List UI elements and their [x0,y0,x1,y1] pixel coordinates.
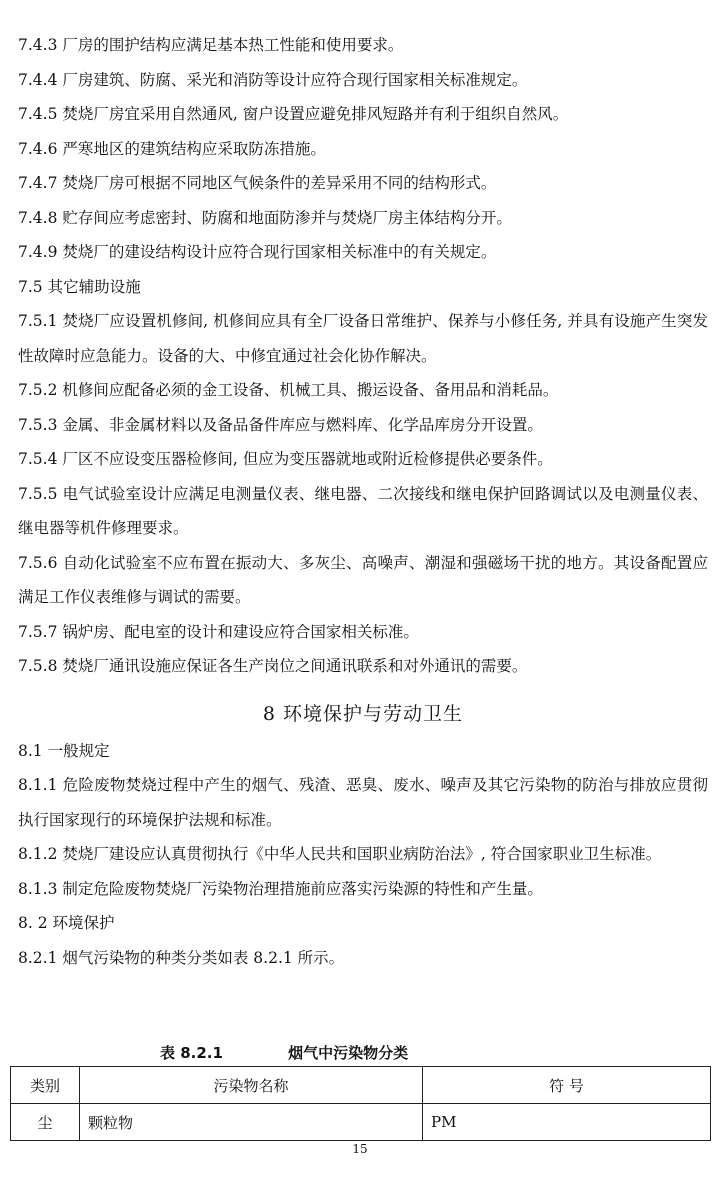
table-row [11,1104,711,1141]
paragraph: 7.5.1 焚烧厂应设置机修间, 机修间应具有全厂设备日常维护、保养与小修任务, 并具有设施产生突发性故障时应急能力。设备的大、中修宜通过社会化协作解决。 [18,312,708,365]
paragraph: 8.1 一般规定 [18,741,110,760]
chapter-title: 8 环境保护与劳动卫生 [262,702,464,725]
table-header-row [11,1067,711,1104]
paragraph: 7.5.4 厂区不应设变压器检修间, 但应为变压器就地或附近检修提供必要条件。 [18,450,553,468]
paragraph: 7.4.4 厂房建筑、防腐、采光和消防等设计应符合现行国家相关标准规定。 [18,70,528,89]
paragraph: 7.5.8 焚烧厂通讯设施应保证各生产岗位之间通讯联系和对外通讯的需要。 [18,657,528,675]
table-caption-title: 烟气中污染物分类 [288,1044,409,1062]
paragraph: 7.4.9 焚烧厂的建设结构设计应符合现行国家相关标准中的有关规定。 [18,243,497,261]
paragraph: 8.1.2 焚烧厂建设应认真贯彻执行《中华人民共和国职业病防治法》, 符合国家职业卫生标准。 [18,845,662,863]
paragraph: 7.4.8 贮存间应考虑密封、防腐和地面防渗并与焚烧厂房主体结构分开。 [18,208,512,227]
paragraph: 7.5.5 电气试验室设计应满足电测量仪表、继电器、二次接线和继电保护回路调试以及电测量仪表、继电器等机件修理要求。 [18,484,708,537]
paragraph: 8. 2 环境保护 [18,914,115,932]
table-cell-pollutant-name: 颗粒物 [80,1104,423,1141]
paragraph: 7.4.3 厂房的围护结构应满足基本热工性能和使用要求。 [18,36,404,54]
table-header-pollutant-name: 污染物名称 [80,1067,423,1104]
section-8-paragraphs [18,734,708,976]
table-cell-symbol: PM [423,1104,711,1141]
table-caption-number: 表 8.2.1 [160,1044,223,1062]
table-caption [160,1042,408,1063]
page-number: 15 [352,1142,368,1156]
pollutant-classification-table [10,1066,711,1141]
paragraph: 8.1.1 危险废物焚烧过程中产生的烟气、残渣、恶臭、废水、噪声及其它污染物的防治与排放应贯彻执行国家现行的环境保护法规和标准。 [18,776,708,829]
document-body [18,28,708,975]
paragraph: 7.5.2 机修间应配备必须的金工设备、机械工具、搬运设备、备用品和消耗品。 [18,381,559,399]
paragraph: 7.5 其它辅助设施 [18,277,141,296]
paragraph: 7.4.6 严寒地区的建筑结构应采取防冻措施。 [18,139,326,158]
table-header-category: 类别 [11,1067,80,1104]
paragraph: 7.5.6 自动化试验室不应布置在振动大、多灰尘、高噪声、潮湿和强磁场干扰的地方。其设备配置应满足工作仪表维修与调试的需要。 [18,553,708,606]
paragraph: 7.5.3 金属、非金属材料以及备品备件库应与燃料库、化学品库房分开设置。 [18,415,543,434]
section-7-paragraphs [18,28,708,684]
paragraph: 7.4.5 焚烧厂房宜采用自然通风, 窗户设置应避免排风短路并有利于组织自然风。 [18,105,569,123]
table-cell-category: 尘 [11,1104,80,1141]
paragraph: 8.2.1 烟气污染物的种类分类如表 8.2.1 所示。 [18,948,345,967]
paragraph: 8.1.3 制定危险废物焚烧厂污染物治理措施前应落实污染源的特性和产生量。 [18,879,543,898]
paragraph: 7.4.7 焚烧厂房可根据不同地区气候条件的差异采用不同的结构形式。 [18,174,497,192]
table-header-symbol: 符 号 [423,1067,711,1104]
paragraph: 7.5.7 锅炉房、配电室的设计和建设应符合国家相关标准。 [18,622,419,641]
